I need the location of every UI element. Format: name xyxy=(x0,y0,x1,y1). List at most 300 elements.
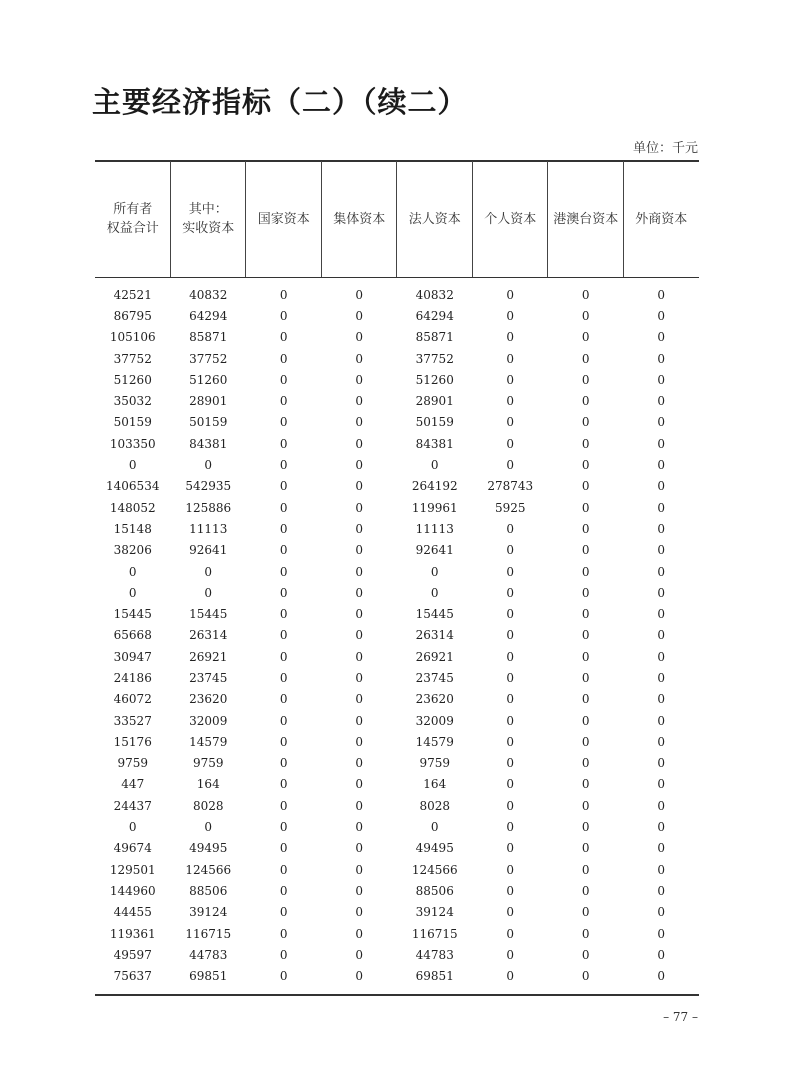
table-cell: 0 xyxy=(279,734,288,749)
table-row xyxy=(95,433,699,454)
table-cell: 0 xyxy=(355,308,364,323)
page-title: 主要经济指标（二）（续二） xyxy=(92,85,468,119)
table-cell: 5925 xyxy=(494,500,526,515)
table-cell: 0 xyxy=(657,287,666,302)
table-cell: 0 xyxy=(128,564,137,579)
table-row xyxy=(95,838,699,859)
table-cell: 86795 xyxy=(113,308,152,323)
table-cell: 39124 xyxy=(189,905,228,920)
table-cell: 0 xyxy=(279,649,288,664)
table-cell: 0 xyxy=(506,585,515,600)
table-cell: 0 xyxy=(581,756,590,771)
table-cell: 0 xyxy=(355,543,364,558)
table-cell: 26921 xyxy=(189,649,228,664)
table-cell: 0 xyxy=(581,841,590,856)
table-cell: 9759 xyxy=(192,756,224,771)
table-cell: 0 xyxy=(657,394,666,409)
table-cell: 0 xyxy=(355,628,364,643)
table-cell: 0 xyxy=(506,394,515,409)
table-cell: 0 xyxy=(355,287,364,302)
table-cell: 26314 xyxy=(189,628,228,643)
table-cell: 0 xyxy=(506,841,515,856)
table-cell: 28901 xyxy=(189,394,228,409)
table-cell: 0 xyxy=(279,585,288,600)
column-header: 港澳台资本 xyxy=(553,211,619,227)
table-cell: 0 xyxy=(279,521,288,536)
table-cell: 0 xyxy=(506,713,515,728)
table-row xyxy=(95,880,699,901)
table-cell: 116715 xyxy=(185,926,232,941)
column-header: 外商资本 xyxy=(635,211,688,227)
table-row xyxy=(95,966,699,987)
table-cell: 69851 xyxy=(415,969,454,984)
table-cell: 0 xyxy=(279,713,288,728)
table-cell: 0 xyxy=(506,372,515,387)
table-cell: 64294 xyxy=(415,308,454,323)
table-cell: 35032 xyxy=(113,394,152,409)
table-cell: 0 xyxy=(355,479,364,494)
table-cell: 0 xyxy=(204,458,213,473)
table-cell: 0 xyxy=(657,415,666,430)
table-cell: 0 xyxy=(430,458,439,473)
column-divider xyxy=(623,161,624,277)
table-row xyxy=(95,902,699,923)
column-divider xyxy=(245,161,246,277)
table-cell: 26921 xyxy=(415,649,454,664)
table-row xyxy=(95,603,699,624)
column-divider xyxy=(396,161,397,277)
table-cell: 0 xyxy=(355,394,364,409)
table-cell: 164 xyxy=(423,777,447,792)
table-cell: 0 xyxy=(506,862,515,877)
table-cell: 0 xyxy=(581,969,590,984)
table-cell: 38206 xyxy=(113,543,152,558)
table-cell: 0 xyxy=(355,670,364,685)
table-cell: 0 xyxy=(581,883,590,898)
table-cell: 0 xyxy=(279,692,288,707)
table-cell: 0 xyxy=(279,777,288,792)
table-row xyxy=(95,390,699,411)
table-cell: 0 xyxy=(657,969,666,984)
table-cell: 0 xyxy=(355,692,364,707)
table-cell: 0 xyxy=(581,692,590,707)
table-cell: 0 xyxy=(581,351,590,366)
table-cell: 44455 xyxy=(113,905,152,920)
table-cell: 0 xyxy=(355,564,364,579)
table-cell: 0 xyxy=(581,415,590,430)
column-header: 国家资本 xyxy=(257,211,310,227)
table-cell: 0 xyxy=(657,479,666,494)
page-number: – 77 – xyxy=(663,1010,698,1024)
table-cell: 0 xyxy=(430,820,439,835)
table-cell: 0 xyxy=(279,564,288,579)
table-cell: 0 xyxy=(355,713,364,728)
table-cell: 0 xyxy=(355,585,364,600)
table-cell: 15445 xyxy=(189,607,228,622)
table-cell: 0 xyxy=(657,734,666,749)
table-cell: 0 xyxy=(581,372,590,387)
table-row xyxy=(95,327,699,348)
table-cell: 0 xyxy=(355,649,364,664)
table-row xyxy=(95,497,699,518)
table-cell: 0 xyxy=(506,351,515,366)
table-cell: 69851 xyxy=(189,969,228,984)
table-cell: 0 xyxy=(506,692,515,707)
table-cell: 0 xyxy=(657,585,666,600)
table-cell: 0 xyxy=(279,926,288,941)
table-cell: 0 xyxy=(128,458,137,473)
table-cell: 0 xyxy=(204,820,213,835)
table-cell: 0 xyxy=(581,670,590,685)
column-divider xyxy=(170,161,171,277)
table-cell: 0 xyxy=(506,670,515,685)
table-cell: 0 xyxy=(355,798,364,813)
table-row xyxy=(95,859,699,880)
table-cell: 51260 xyxy=(415,372,454,387)
table-cell: 1406534 xyxy=(106,479,160,494)
table-cell: 30947 xyxy=(113,649,152,664)
table-cell: 0 xyxy=(355,883,364,898)
table-cell: 23745 xyxy=(189,670,228,685)
table-cell: 14579 xyxy=(189,734,228,749)
table-cell: 0 xyxy=(581,500,590,515)
table-cell: 88506 xyxy=(415,883,454,898)
table-cell: 11113 xyxy=(189,521,228,536)
table-cell: 0 xyxy=(657,543,666,558)
table-cell: 0 xyxy=(657,372,666,387)
table-cell: 15445 xyxy=(113,607,152,622)
table-row xyxy=(95,412,699,433)
table-cell: 0 xyxy=(506,883,515,898)
table-cell: 0 xyxy=(355,415,364,430)
table-cell: 75637 xyxy=(113,969,152,984)
table-cell: 0 xyxy=(657,905,666,920)
table-cell: 0 xyxy=(657,436,666,451)
table-cell: 0 xyxy=(657,628,666,643)
table-cell: 119361 xyxy=(109,926,156,941)
table-cell: 447 xyxy=(121,777,145,792)
table-cell: 0 xyxy=(506,756,515,771)
table-cell: 15445 xyxy=(415,607,454,622)
table-cell: 0 xyxy=(355,521,364,536)
table-cell: 0 xyxy=(355,351,364,366)
table-cell: 116715 xyxy=(411,926,458,941)
table-cell: 0 xyxy=(581,458,590,473)
table-cell: 0 xyxy=(581,287,590,302)
table-cell: 9759 xyxy=(419,756,451,771)
table-row xyxy=(95,454,699,475)
table-row xyxy=(95,284,699,305)
table-row xyxy=(95,774,699,795)
table-cell: 46072 xyxy=(113,692,152,707)
table-cell: 0 xyxy=(279,372,288,387)
table-cell: 0 xyxy=(657,841,666,856)
table-cell: 32009 xyxy=(189,713,228,728)
table-cell: 92641 xyxy=(189,543,228,558)
table-cell: 0 xyxy=(355,436,364,451)
table-cell: 0 xyxy=(581,479,590,494)
table-cell: 0 xyxy=(657,330,666,345)
table-cell: 0 xyxy=(279,862,288,877)
column-header: 集体资本 xyxy=(333,211,386,227)
table-cell: 0 xyxy=(506,521,515,536)
table-cell: 0 xyxy=(279,351,288,366)
table-cell: 0 xyxy=(355,734,364,749)
table-cell: 0 xyxy=(355,607,364,622)
table-cell: 0 xyxy=(128,820,137,835)
table-cell: 49495 xyxy=(415,841,454,856)
table-cell: 37752 xyxy=(415,351,454,366)
table-cell: 0 xyxy=(506,905,515,920)
table-cell: 0 xyxy=(355,841,364,856)
table-row xyxy=(95,476,699,497)
table-cell: 0 xyxy=(581,798,590,813)
table-cell: 8028 xyxy=(419,798,451,813)
table-row xyxy=(95,582,699,603)
table-cell: 92641 xyxy=(415,543,454,558)
table-cell: 0 xyxy=(657,351,666,366)
table-cell: 0 xyxy=(506,628,515,643)
table-cell: 0 xyxy=(581,330,590,345)
table-cell: 9759 xyxy=(117,756,149,771)
table-cell: 0 xyxy=(279,841,288,856)
table-cell: 0 xyxy=(581,436,590,451)
table-cell: 0 xyxy=(279,820,288,835)
table-cell: 0 xyxy=(279,543,288,558)
table-cell: 0 xyxy=(657,500,666,515)
column-header: 其中： 实收资本 xyxy=(182,202,235,236)
table-cell: 0 xyxy=(657,926,666,941)
table-cell: 0 xyxy=(506,820,515,835)
table-header xyxy=(95,161,699,277)
table-cell: 0 xyxy=(581,649,590,664)
table-cell: 64294 xyxy=(189,308,228,323)
table-cell: 0 xyxy=(204,585,213,600)
table-cell: 0 xyxy=(657,670,666,685)
table-cell: 0 xyxy=(279,969,288,984)
table-row xyxy=(95,689,699,710)
table-cell: 0 xyxy=(279,756,288,771)
table-cell: 0 xyxy=(657,947,666,962)
table-cell: 0 xyxy=(355,862,364,877)
table-body xyxy=(95,284,699,987)
table-cell: 84381 xyxy=(189,436,228,451)
table-cell: 0 xyxy=(657,308,666,323)
table-cell: 0 xyxy=(279,436,288,451)
table-cell: 0 xyxy=(279,287,288,302)
table-cell: 49674 xyxy=(113,841,152,856)
table-row xyxy=(95,923,699,944)
table-cell: 0 xyxy=(581,308,590,323)
column-divider xyxy=(321,161,322,277)
table-cell: 0 xyxy=(279,415,288,430)
table-cell: 0 xyxy=(355,777,364,792)
table-cell: 23620 xyxy=(415,692,454,707)
table-cell: 23620 xyxy=(189,692,228,707)
table-cell: 0 xyxy=(581,713,590,728)
table-cell: 0 xyxy=(657,607,666,622)
table-cell: 0 xyxy=(581,734,590,749)
table-cell: 0 xyxy=(128,585,137,600)
table-cell: 0 xyxy=(506,734,515,749)
table-cell: 0 xyxy=(506,564,515,579)
table-cell: 0 xyxy=(355,372,364,387)
table-cell: 0 xyxy=(279,500,288,515)
table-row xyxy=(95,667,699,688)
table-cell: 0 xyxy=(657,521,666,536)
header-rule xyxy=(95,277,699,278)
table-cell: 0 xyxy=(581,777,590,792)
table-cell: 0 xyxy=(581,564,590,579)
table-cell: 33527 xyxy=(113,713,152,728)
table-cell: 0 xyxy=(581,820,590,835)
table-bottom-rule xyxy=(95,994,699,996)
table-cell: 0 xyxy=(581,862,590,877)
table-row xyxy=(95,348,699,369)
table-cell: 0 xyxy=(506,969,515,984)
table-cell: 0 xyxy=(657,713,666,728)
column-header: 所有者 权益合计 xyxy=(106,202,159,236)
table-cell: 8028 xyxy=(192,798,224,813)
table-cell: 0 xyxy=(279,905,288,920)
table-cell: 0 xyxy=(355,905,364,920)
table-cell: 0 xyxy=(506,607,515,622)
table-cell: 164 xyxy=(196,777,220,792)
table-cell: 0 xyxy=(279,458,288,473)
table-cell: 0 xyxy=(279,947,288,962)
table-cell: 0 xyxy=(279,670,288,685)
table-cell: 0 xyxy=(581,947,590,962)
column-header: 个人资本 xyxy=(484,211,537,227)
table-cell: 0 xyxy=(657,756,666,771)
table-cell: 0 xyxy=(657,692,666,707)
table-cell: 24437 xyxy=(113,798,152,813)
table-cell: 0 xyxy=(430,564,439,579)
table-cell: 44783 xyxy=(415,947,454,962)
table-cell: 0 xyxy=(506,458,515,473)
table-cell: 0 xyxy=(581,926,590,941)
table-cell: 0 xyxy=(657,564,666,579)
table-cell: 50159 xyxy=(189,415,228,430)
table-cell: 65668 xyxy=(113,628,152,643)
table-row xyxy=(95,518,699,539)
table-cell: 0 xyxy=(506,543,515,558)
table-cell: 85871 xyxy=(189,330,228,345)
table-cell: 0 xyxy=(506,436,515,451)
table-cell: 0 xyxy=(657,777,666,792)
table-cell: 0 xyxy=(279,883,288,898)
table-cell: 0 xyxy=(657,862,666,877)
table-cell: 105106 xyxy=(109,330,156,345)
table-cell: 0 xyxy=(506,415,515,430)
table-row xyxy=(95,753,699,774)
table-cell: 0 xyxy=(657,798,666,813)
column-divider xyxy=(472,161,473,277)
table-cell: 125886 xyxy=(185,500,232,515)
table-cell: 124566 xyxy=(185,862,232,877)
table-cell: 84381 xyxy=(415,436,454,451)
table-cell: 51260 xyxy=(113,372,152,387)
table-cell: 119961 xyxy=(411,500,458,515)
table-cell: 28901 xyxy=(415,394,454,409)
table-row xyxy=(95,540,699,561)
table-cell: 0 xyxy=(657,820,666,835)
column-header: 法人资本 xyxy=(408,211,461,227)
table-row xyxy=(95,731,699,752)
table-cell: 39124 xyxy=(415,905,454,920)
table-cell: 0 xyxy=(581,607,590,622)
table-cell: 50159 xyxy=(113,415,152,430)
table-cell: 0 xyxy=(355,820,364,835)
table-cell: 0 xyxy=(506,649,515,664)
table-cell: 37752 xyxy=(189,351,228,366)
table-cell: 103350 xyxy=(109,436,156,451)
table-cell: 0 xyxy=(581,585,590,600)
table-cell: 0 xyxy=(506,798,515,813)
table-cell: 44783 xyxy=(189,947,228,962)
unit-label: 单位：千元 xyxy=(632,141,698,156)
table-cell: 124566 xyxy=(411,862,458,877)
table-cell: 0 xyxy=(279,330,288,345)
table-cell: 0 xyxy=(355,969,364,984)
table-cell: 42521 xyxy=(113,287,152,302)
table-cell: 0 xyxy=(581,543,590,558)
table-row xyxy=(95,369,699,390)
table-cell: 0 xyxy=(581,628,590,643)
table-row xyxy=(95,561,699,582)
table-cell: 0 xyxy=(279,628,288,643)
table-cell: 23745 xyxy=(415,670,454,685)
table-cell: 40832 xyxy=(415,287,454,302)
table-cell: 0 xyxy=(355,330,364,345)
table-cell: 0 xyxy=(279,394,288,409)
table-cell: 278743 xyxy=(487,479,534,494)
table-cell: 51260 xyxy=(189,372,228,387)
table-cell: 15176 xyxy=(113,734,152,749)
table-cell: 0 xyxy=(657,649,666,664)
table-cell: 0 xyxy=(506,926,515,941)
table-row xyxy=(95,795,699,816)
table-cell: 0 xyxy=(581,521,590,536)
table-cell: 144960 xyxy=(109,883,156,898)
table-cell: 49597 xyxy=(113,947,152,962)
table-cell: 542935 xyxy=(185,479,232,494)
table-cell: 49495 xyxy=(189,841,228,856)
table-cell: 0 xyxy=(506,308,515,323)
table-cell: 0 xyxy=(355,926,364,941)
column-divider xyxy=(547,161,548,277)
table-cell: 85871 xyxy=(415,330,454,345)
table-cell: 26314 xyxy=(415,628,454,643)
table-cell: 0 xyxy=(430,585,439,600)
table-cell: 24186 xyxy=(113,670,152,685)
table-cell: 0 xyxy=(279,308,288,323)
table-cell: 0 xyxy=(355,500,364,515)
table-cell: 0 xyxy=(506,947,515,962)
table-cell: 0 xyxy=(581,905,590,920)
table-cell: 129501 xyxy=(109,862,156,877)
table-row xyxy=(95,816,699,837)
table-row xyxy=(95,710,699,731)
table-cell: 0 xyxy=(279,607,288,622)
table-cell: 0 xyxy=(506,330,515,345)
table-cell: 148052 xyxy=(109,500,156,515)
table-row xyxy=(95,305,699,326)
table-cell: 0 xyxy=(279,479,288,494)
table-cell: 0 xyxy=(355,756,364,771)
table-cell: 0 xyxy=(204,564,213,579)
table-cell: 0 xyxy=(581,394,590,409)
